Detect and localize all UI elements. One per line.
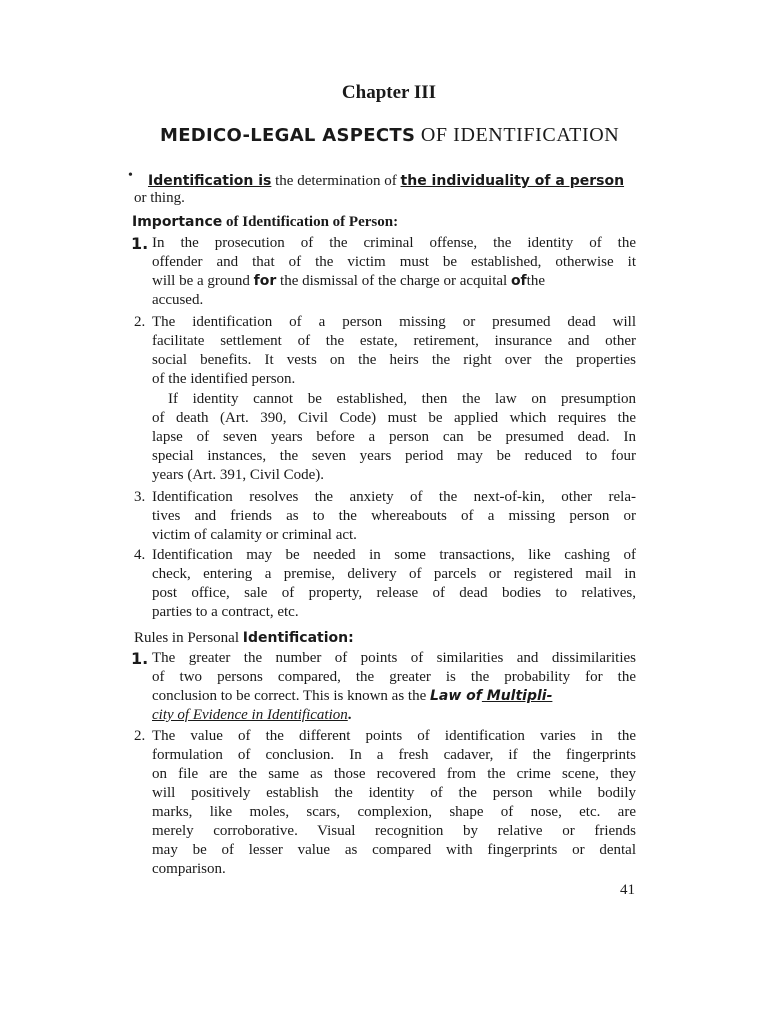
rule-line: The greater the number of points of similarities and dissimilarities xyxy=(152,650,636,666)
rule-line: comparison. xyxy=(152,861,226,877)
item-number: 1. xyxy=(131,234,149,253)
title-handwritten: MEDICO-LEGAL ASPECTS xyxy=(160,125,416,146)
handwritten-word: for xyxy=(253,273,277,289)
rule-line: may be of lesser value as compared with fingerprints or dental xyxy=(152,842,636,858)
item-line xyxy=(152,272,636,291)
paragraph-line: special instances, the seven years period may be reduced to four xyxy=(152,448,636,464)
text-span: will be a ground xyxy=(152,273,254,289)
paragraph-line: If identity cannot be established, then the law on presumption xyxy=(168,391,636,407)
item-line: accused. xyxy=(152,292,204,308)
definition-line-2: or thing. xyxy=(134,190,185,206)
title-rest: OF IDENTIFICATION xyxy=(415,124,620,146)
rules-heading xyxy=(134,629,636,648)
handwritten-word: Law of xyxy=(430,688,482,704)
item-line: Identification may be needed in some transactions, like cashing of xyxy=(152,547,636,563)
chapter-heading: Chapter III xyxy=(341,82,437,103)
rule-line: will positively establish the identity of the person while bodily xyxy=(152,785,636,801)
rule-line: on file are the same as those recovered from the crime scene, they xyxy=(152,766,636,782)
item-number: 3. xyxy=(134,489,146,505)
bullet-mark: • xyxy=(128,168,133,183)
importance-rest: of Identification of Person: xyxy=(222,214,399,230)
item-number: 2. xyxy=(134,314,146,330)
item-line: Identification resolves the anxiety of the next-of-kin, other rela- xyxy=(152,489,636,505)
item-line: facilitate settlement of the estate, retirement, insurance and other xyxy=(152,333,636,349)
rule-number: 2. xyxy=(134,728,146,744)
item-line: victim of calamity or criminal act. xyxy=(152,527,357,543)
rule-line: marks, like moles, scars, complexion, shape of nose, etc. are xyxy=(152,804,636,820)
law-name: city of Evidence in Identification xyxy=(152,707,348,723)
importance-hand: Importance xyxy=(132,214,223,230)
rules-heading-hand: Identification: xyxy=(242,630,354,646)
paragraph-line: years (Art. 391, Civil Code). xyxy=(152,467,325,483)
chapter-title xyxy=(160,124,619,147)
definition-term: Identification is xyxy=(148,173,272,189)
item-line: post office, sale of property, release of dead bodies to relatives, xyxy=(152,585,636,601)
definition-text: the determination of xyxy=(271,173,401,189)
item-line: parties to a contract, etc. xyxy=(152,604,299,620)
item-number: 4. xyxy=(134,547,146,563)
rule-line: The value of the different points of identification varies in the xyxy=(152,728,636,744)
text-span: conclusion to be correct. This is known as the xyxy=(152,688,430,704)
item-line: offender and that of the victim must be established, otherwise it xyxy=(152,254,636,270)
item-line: In the prosecution of the criminal offense, the identity of the xyxy=(152,235,636,251)
item-line: The identification of a person missing or presumed dead will xyxy=(152,314,636,330)
rule-number: 1. xyxy=(131,649,149,668)
paragraph-line: lapse of seven years before a person can be presumed dead. In xyxy=(152,429,636,445)
text-span: . xyxy=(347,707,352,723)
item-line: check, entering a premise, delivery of parcels or registered mail in xyxy=(152,566,636,582)
rule-line xyxy=(152,687,636,706)
page-number: 41 xyxy=(620,882,635,898)
rule-line xyxy=(152,706,636,725)
item-line: tives and friends as to the whereabouts of a missing person or xyxy=(152,508,636,524)
item-line: of the identified person. xyxy=(152,371,296,387)
definition-hand: the individuality of a person xyxy=(400,173,625,189)
handwritten-word: of xyxy=(510,273,527,289)
rule-line: merely corroborative. Visual recognition by relative or friends xyxy=(152,823,636,839)
importance-heading xyxy=(132,213,634,232)
rules-heading-text: Rules in Personal xyxy=(134,630,243,646)
rule-line: of two persons compared, the greater is the probability for the xyxy=(152,669,636,685)
item-line: social benefits. It vests on the heirs the right over the properties xyxy=(152,352,636,368)
text-span: the xyxy=(526,273,545,289)
rule-line: formulation of conclusion. In a fresh cadaver, if the fingerprints xyxy=(152,747,636,763)
handwritten-word: Multipli- xyxy=(481,688,553,704)
text-span: the dismissal of the charge or acquital xyxy=(276,273,511,289)
paragraph-line: of death (Art. 390, Civil Code) must be applied which requires the xyxy=(152,410,636,426)
